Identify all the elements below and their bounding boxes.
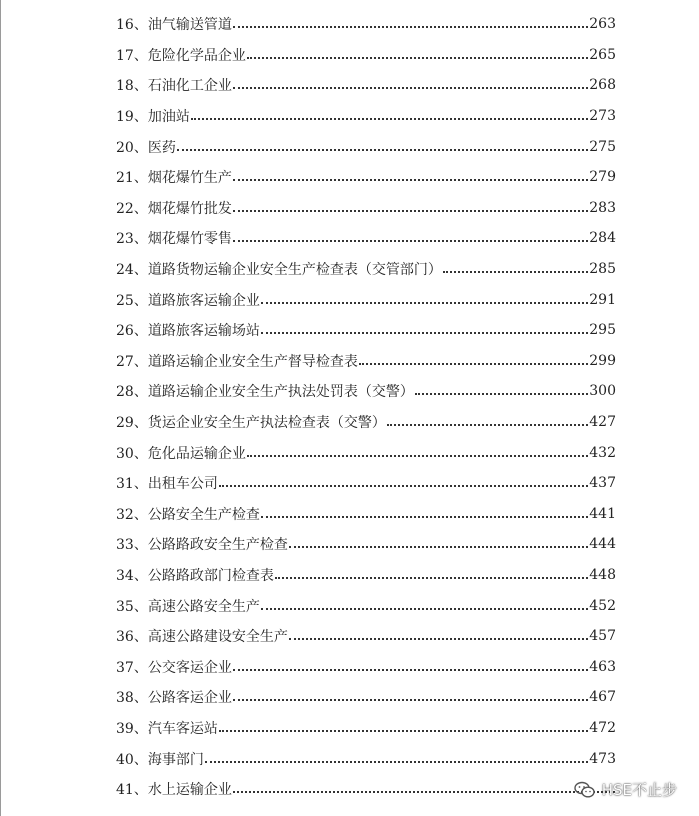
toc-entry [116, 284, 616, 315]
toc-entry-page: 299 [589, 352, 616, 369]
toc-entry-page: 463 [589, 658, 616, 675]
toc-entry-page: 273 [589, 108, 616, 125]
toc-entry-title: 烟花爆竹生产 [147, 170, 232, 187]
toc-entry-title: 高速公路安全生产 [147, 598, 260, 615]
toc-entry-number: 29、 [116, 415, 148, 432]
toc-entry-page: 472 [589, 719, 616, 736]
toc-entry-number: 19、 [116, 109, 148, 126]
toc-entry [116, 40, 616, 71]
toc-entry-title: 水上运输企业 [147, 782, 232, 799]
toc-entry-title: 加油站 [147, 109, 190, 126]
toc-entry [116, 529, 616, 560]
toc-dot-leader [233, 210, 588, 212]
toc-entry-page: 432 [589, 444, 616, 461]
toc-entry-title: 汽车客运站 [147, 720, 218, 737]
toc-entry [116, 651, 616, 682]
toc-entry-number: 28、 [116, 384, 148, 401]
toc-entry [116, 560, 616, 591]
page-edge [0, 0, 1, 816]
toc-entry-page: 452 [589, 597, 616, 614]
toc-entry-page: 473 [589, 750, 616, 767]
toc-entry-number: 33、 [116, 537, 148, 554]
toc-dot-leader [443, 271, 588, 273]
toc-dot-leader [261, 332, 588, 334]
toc-entry [116, 223, 616, 254]
toc-entry-number: 39、 [116, 720, 148, 737]
toc-entry [116, 376, 616, 407]
toc-entry [116, 407, 616, 438]
toc-dot-leader [289, 638, 588, 640]
toc-dot-leader [275, 577, 588, 579]
toc-entry [116, 621, 616, 652]
toc-entry-title: 货运企业安全生产执法检查表（交警） [147, 415, 386, 432]
toc-entry-page: 457 [589, 628, 616, 645]
toc-entry-page: 444 [589, 536, 616, 553]
toc-entry-page: 275 [589, 138, 616, 155]
toc-entry [116, 713, 616, 744]
toc-entry-title: 公交客运企业 [147, 659, 232, 676]
toc-entry-page: 437 [589, 475, 616, 492]
toc-entry [116, 162, 616, 193]
toc-entry-page: 285 [589, 261, 616, 278]
toc-entry [116, 101, 616, 132]
toc-dot-leader [191, 118, 588, 120]
toc-entry-number: 30、 [116, 445, 148, 462]
toc-entry-title: 公路客运企业 [147, 690, 232, 707]
toc-entry-number: 16、 [116, 17, 148, 34]
toc-entry-title: 烟花爆竹批发 [147, 200, 232, 217]
toc-entry-title: 高速公路建设安全生产 [147, 629, 288, 646]
toc-entry [116, 254, 616, 285]
toc-dot-leader [219, 485, 588, 487]
toc-entry-title: 公路路政部门检查表 [147, 567, 274, 584]
toc-entry-page: 441 [589, 505, 616, 522]
toc-dot-leader [233, 26, 588, 28]
wechat-icon [574, 781, 596, 799]
toc-entry-page: 295 [589, 322, 616, 339]
toc-entry-page: 279 [589, 169, 616, 186]
watermark-text: HSE不止步 [601, 781, 677, 799]
toc-dot-leader [233, 791, 615, 793]
toc-entry-number: 18、 [116, 78, 148, 95]
toc-entry-title: 油气输送管道 [147, 17, 232, 34]
toc-dot-leader [415, 393, 588, 395]
watermark [574, 779, 677, 800]
toc-entry-number: 25、 [116, 292, 148, 309]
toc-dot-leader [233, 669, 588, 671]
toc-entry [116, 774, 616, 805]
toc-entry-title: 危险化学品企业 [147, 47, 246, 64]
toc-entry-number: 22、 [116, 200, 148, 217]
toc-entry-title: 烟花爆竹零售 [147, 231, 232, 248]
toc-dot-leader [233, 87, 588, 89]
toc-entry-number: 23、 [116, 231, 148, 248]
toc-entry-title: 海事部门 [147, 751, 204, 768]
toc-entry [116, 743, 616, 774]
toc-entry-page: 448 [589, 566, 616, 583]
toc-dot-leader [289, 546, 588, 548]
toc-entry-number: 38、 [116, 690, 148, 707]
toc-dot-leader [205, 761, 588, 763]
toc-entry [116, 315, 616, 346]
toc-entry-title: 道路旅客运输场站 [147, 323, 260, 340]
toc-entry-number: 35、 [116, 598, 148, 615]
toc-dot-leader [247, 57, 588, 59]
toc-entry-number: 32、 [116, 506, 148, 523]
toc-entry-number: 36、 [116, 629, 148, 646]
toc-entry-title: 道路运输企业安全生产执法处罚表（交警） [147, 384, 414, 401]
toc-entry-page: 283 [589, 199, 616, 216]
toc-entry [116, 437, 616, 468]
toc-entry-number: 26、 [116, 323, 148, 340]
toc-entry-number: 17、 [116, 47, 148, 64]
toc-entry-number: 24、 [116, 262, 148, 279]
toc-entry-page: 263 [589, 16, 616, 33]
toc-entry-number: 20、 [116, 139, 148, 156]
toc-dot-leader [233, 179, 588, 181]
toc-entry-title: 公路安全生产检查 [147, 506, 260, 523]
toc-entry [116, 193, 616, 224]
toc-entry [116, 346, 616, 377]
toc-entry-page: 291 [589, 291, 616, 308]
toc-entry-title: 石油化工企业 [147, 78, 232, 95]
toc-dot-leader [247, 455, 588, 457]
toc-entry-page: 268 [589, 77, 616, 94]
toc-entry-page: 265 [589, 46, 616, 63]
toc-entry-title: 道路运输企业安全生产督导检查表 [147, 353, 358, 370]
toc-entry-number: 31、 [116, 476, 148, 493]
toc-entry-title: 出租车公司 [147, 476, 218, 493]
toc-entry-number: 40、 [116, 751, 148, 768]
toc-dot-leader [219, 730, 588, 732]
toc-entry-number: 37、 [116, 659, 148, 676]
toc-dot-leader [387, 424, 588, 426]
toc-entry [116, 499, 616, 530]
toc-entry-number: 41、 [116, 782, 148, 799]
toc-dot-leader [359, 363, 588, 365]
toc-entry [116, 9, 616, 40]
toc-entry [116, 468, 616, 499]
toc-entry-title: 道路旅客运输企业 [147, 292, 260, 309]
toc-entry-title: 公路路政安全生产检查 [147, 537, 288, 554]
toc-entry [116, 131, 616, 162]
toc-entry-page: 427 [589, 414, 616, 431]
toc-entry-title: 道路货物运输企业安全生产检查表（交管部门） [147, 262, 442, 279]
toc-dot-leader [233, 240, 588, 242]
toc-entry-title: 危化品运输企业 [147, 445, 246, 462]
toc-entry [116, 590, 616, 621]
toc-entry [116, 682, 616, 713]
table-of-contents [116, 9, 616, 804]
toc-entry-title: 医药 [147, 139, 176, 156]
toc-dot-leader [261, 302, 588, 304]
toc-dot-leader [261, 516, 588, 518]
toc-entry-number: 27、 [116, 353, 148, 370]
toc-dot-leader [177, 149, 588, 151]
toc-entry-number: 21、 [116, 170, 148, 187]
toc-dot-leader [261, 608, 588, 610]
toc-entry-page: 467 [589, 689, 616, 706]
toc-entry [116, 70, 616, 101]
toc-dot-leader [233, 699, 588, 701]
toc-entry-number: 34、 [116, 567, 148, 584]
toc-entry-page: 300 [589, 383, 616, 400]
toc-entry-page: 284 [589, 230, 616, 247]
